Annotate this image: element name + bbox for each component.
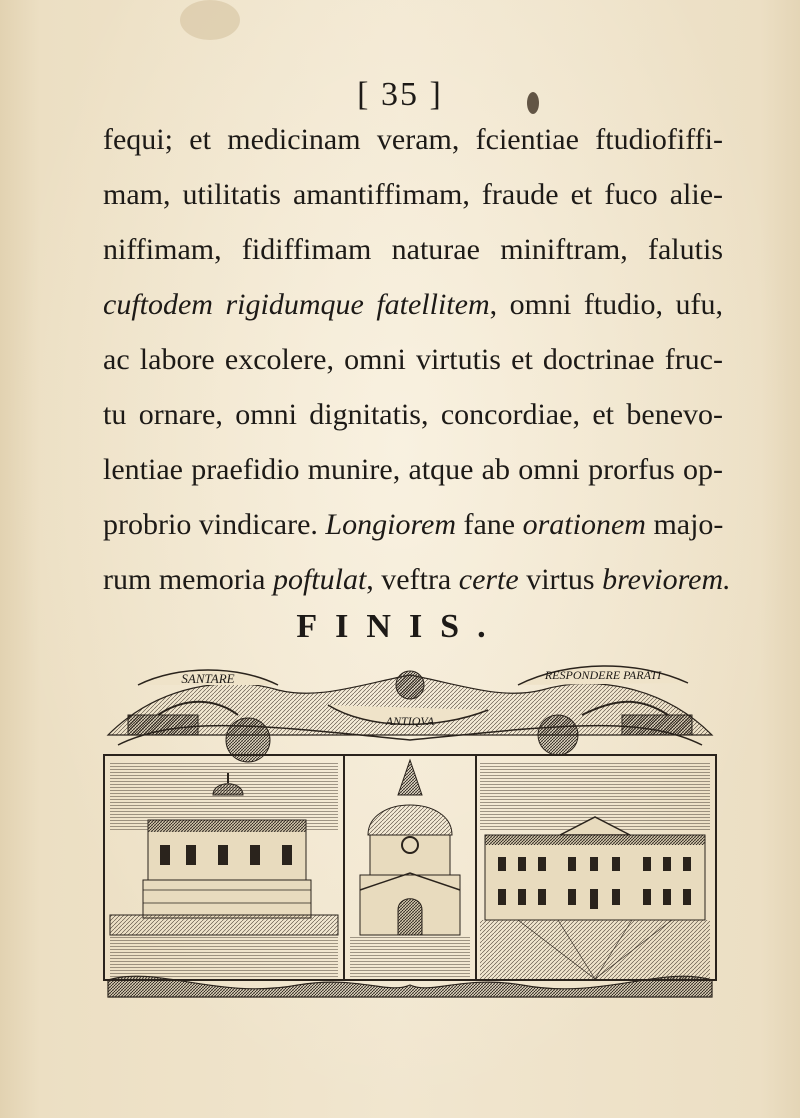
text-segment: rum memoria — [103, 563, 273, 596]
banner-right — [518, 666, 688, 685]
text-segment: majo- — [645, 508, 724, 541]
banner-center-text: ANTIQVA — [385, 714, 435, 728]
text-line — [103, 387, 723, 442]
italic-text-segment: Longiorem — [325, 508, 456, 541]
text-line — [103, 332, 723, 387]
page-number: [ 35 ] — [357, 76, 443, 113]
left-building — [110, 761, 338, 979]
text-line — [103, 497, 723, 552]
center-building — [350, 760, 470, 979]
text-segment: probrio vindicare. — [103, 508, 326, 541]
text-line — [103, 167, 723, 222]
text-line — [103, 442, 723, 497]
text-segment: , omni ftudio, ufu, — [489, 288, 723, 321]
text-segment: niffimam, fidiffimam naturae miniftram, falutis — [103, 233, 723, 266]
text-segment: ac labore excolere, omni virtutis et doctrinae fruc- — [103, 343, 723, 376]
text-line — [103, 222, 723, 277]
text-line — [103, 112, 723, 167]
foxing-spot — [180, 0, 240, 40]
banner-left — [138, 670, 278, 686]
text-line — [103, 552, 731, 607]
italic-text-segment: certe — [458, 563, 519, 596]
text-segment: fequi; et medicinam veram, fcientiae ftudiofiffi- — [103, 123, 723, 156]
italic-text-segment: breviorem. — [602, 563, 731, 596]
text-segment: fane — [455, 508, 523, 541]
text-line — [103, 277, 723, 332]
italic-text-segment: orationem — [522, 508, 646, 541]
text-segment: tu ornare, omni dignitatis, concordiae, et benevo- — [103, 398, 723, 431]
finis-heading: FINIS. — [296, 608, 504, 645]
text-segment: virtus — [518, 563, 603, 596]
banner-left-text: SANTARE — [181, 671, 235, 686]
text-segment: , veftra — [366, 563, 459, 596]
italic-text-segment: poftulat — [272, 563, 367, 596]
body-text — [103, 112, 731, 607]
text-segment: lentiae praefidio munire, atque ab omni prorfus op- — [103, 453, 723, 486]
right-building — [480, 761, 710, 979]
engraving-illustration — [98, 645, 722, 1005]
italic-text-segment: cuftodem rigidumque fatellitem — [103, 288, 490, 321]
banner-right-text: RESPONDERE PARATI — [544, 668, 662, 682]
text-segment: mam, utilitatis amantiffimam, fraude et fuco alie- — [103, 178, 723, 211]
